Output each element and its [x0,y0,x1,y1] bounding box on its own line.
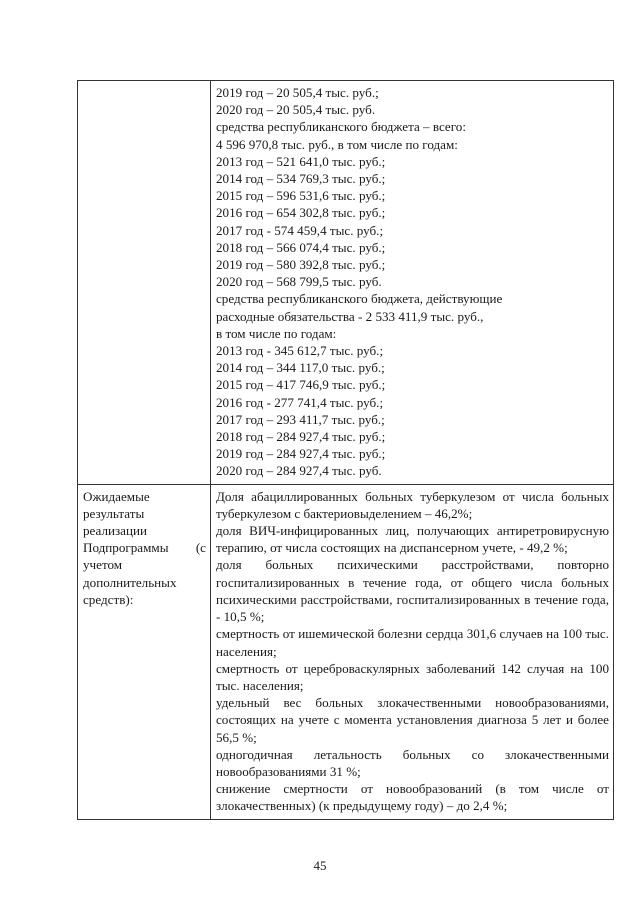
funding-line: 2019 год – 20 505,4 тыс. руб.; [216,85,379,100]
funding-line: 2020 год – 284 927,4 тыс. руб. [216,463,382,479]
funding-line: 2017 год – 293 411,7 тыс. руб.; [216,411,385,427]
funding-details-cell [211,81,614,485]
funding-line: 2016 год – 654 302,8 тыс. руб.; [216,205,386,221]
result-indicator: доля больных психическими расстройствами, повторно госпитализированных в течение года, от общего числа больных психическими расстройствами, госпитализированных в течение года, - 10,5 %; [216,557,609,625]
expected-results-label-line: результаты [83,505,145,521]
funding-line: 2017 год - 574 459,4 тыс. руб.; [216,222,384,238]
result-indicator: удельный вес больных злокачественными новообразованиями, состоящих на учете с момента установления диагноза 5 лет и более 56,5 %; [216,695,609,745]
result-indicator: снижение смертности от новообразований (в том числе от злокачественных) (к предыдущему году) – до 2,4 %; [216,781,609,814]
funding-line: 2019 год – 284 927,4 тыс. руб.; [216,446,386,462]
funding-line: средства республиканского бюджета – всего: [216,119,466,135]
expected-results-label-cell [78,484,211,819]
expected-results-label-line: учетом [83,557,123,573]
funding-line: расходные обязательства - 2 533 411,9 тыс. руб., [216,308,484,324]
page-number: 45 [313,858,327,873]
funding-line: средства республиканского бюджета, действующие [216,291,503,307]
expected-results-cell [211,484,614,819]
funding-line: 2020 год – 20 505,4 тыс. руб. [216,102,376,118]
result-indicator: смертность от ишемической болезни сердца 301,6 случаев на 100 тыс. населения; [216,626,609,659]
expected-results-label-line: средств): [83,591,134,607]
funding-line: 2020 год – 568 799,5 тыс. руб. [216,274,382,290]
result-indicator: доля ВИЧ-инфицированных лиц, получающих антиретровирусную терапию, от числа состоящих на диспансерном учете, - 49,2 %; [216,523,609,556]
result-indicator: одногодичная летальность больных со злокачественными новообразованиями 31 %; [216,746,609,779]
funding-line: 2019 год – 580 392,8 тыс. руб.; [216,257,386,273]
table-row-expected-results [78,484,614,819]
funding-line: 2018 год – 566 074,4 тыс. руб.; [216,239,386,255]
funding-line: 2018 год – 284 927,4 тыс. руб.; [216,429,386,445]
expected-results-label-line: Подпрограммы (с [83,540,206,556]
result-indicator: смертность от цереброваскулярных заболеваний 142 случая на 100 тыс. населения; [216,660,609,693]
funding-line: 2013 год – 521 641,0 тыс. руб.; [216,153,386,169]
funding-line: 2014 год – 344 117,0 тыс. руб.; [216,360,385,376]
expected-results-label-line: Ожидаемые [83,488,150,504]
funding-line: 2015 год – 417 746,9 тыс. руб.; [216,377,386,393]
funding-line: 2014 год – 534 769,3 тыс. руб.; [216,171,386,187]
expected-results-label-line: дополнительных [83,574,177,590]
table-row-funding [78,81,614,485]
result-indicator: Доля абациллированных больных туберкулезом от числа больных туберкулезом с бактериовыделением – 46,2%; [216,488,609,521]
expected-results-label-line: реализации [83,523,147,539]
funding-line: 4 596 970,8 тыс. руб., в том числе по годам: [216,136,458,152]
funding-line: 2016 год - 277 741,4 тыс. руб.; [216,394,384,410]
funding-line: в том числе по годам: [216,325,337,341]
funding-line: 2015 год – 596 531,6 тыс. руб.; [216,188,386,204]
funding-label-cell [78,81,211,485]
funding-line: 2013 год - 345 612,7 тыс. руб.; [216,343,384,359]
subprogram-passport-table [77,80,614,820]
